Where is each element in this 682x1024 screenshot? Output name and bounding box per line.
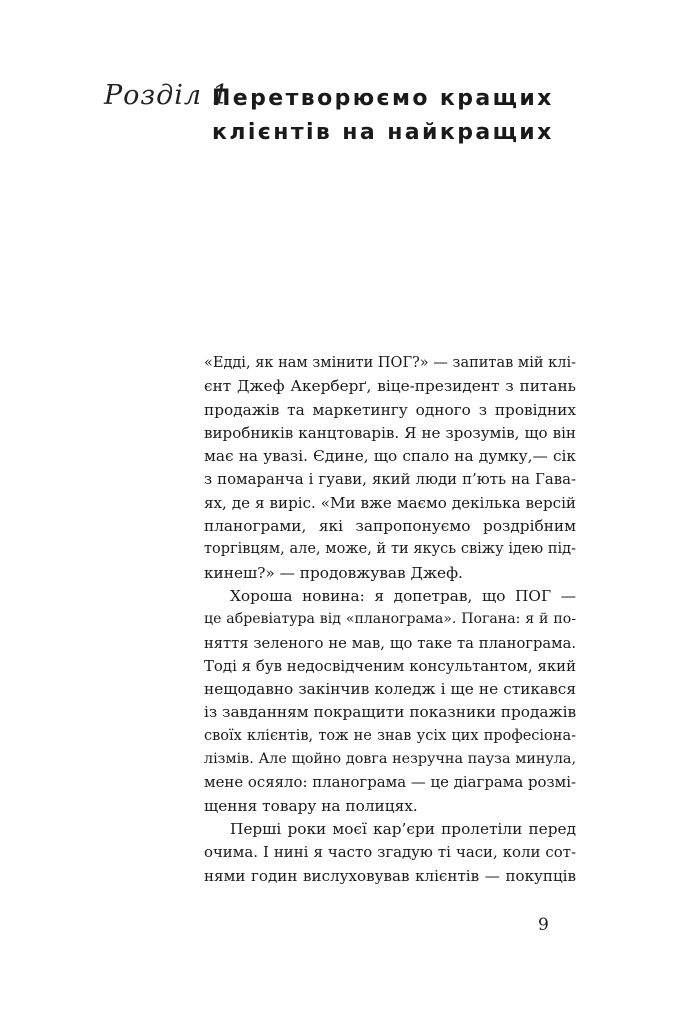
chapter-title	[212, 82, 554, 150]
text-line: єнт Джеф Акерберґ, віце-президент з питань	[204, 377, 576, 396]
body-text	[204, 352, 576, 888]
text-line: нещодавно закінчив коледж і ще не стикався	[204, 680, 576, 699]
text-line: нями годин вислуховував клієнтів — покупців	[204, 866, 576, 885]
text-line: із завданням покращити показники продажів	[204, 703, 577, 722]
text-line: з помаранча і гуави, який люди п’ють на Гава-	[204, 470, 576, 489]
paragraph	[204, 352, 576, 585]
chapter-title-line: Перетворюємо кращих	[212, 86, 554, 111]
text-line: Перші роки моєї кар’єри пролетіли перед	[230, 819, 576, 838]
text-line: ях, де я виріс. «Ми вже маємо декілька версій	[204, 493, 576, 512]
text-line: щення товару на полицях.	[204, 796, 418, 815]
paragraph	[204, 585, 576, 818]
text-line: очима. І нині я часто згадую ті часи, коли сот-	[204, 843, 576, 862]
page-number: 9	[538, 915, 549, 935]
chapter-label: Розділ 1	[104, 80, 230, 111]
text-line: своїх клієнтів, тож не знав усіх цих професіона-	[204, 727, 576, 744]
text-line: виробників канцтоварів. Я не зрозумів, що він	[204, 423, 576, 442]
text-line: Тоді я був недосвідченим консультантом, який	[204, 656, 576, 675]
text-line: продажів та маркетингу одного з провідних	[204, 400, 576, 419]
text-line: має на увазі. Єдине, що спало на думку,— сік	[204, 447, 576, 466]
chapter-title-line: клієнтів на найкращих	[212, 120, 554, 145]
text-line: Хороша новина: я допетрав, що ПОГ —	[230, 586, 576, 605]
text-line: це абревіатура від «планограма». Погана: я й по-	[204, 611, 576, 628]
text-line: торгівцям, але, може, й ти якусь свіжу ідею під-	[204, 541, 576, 558]
text-line: няття зеленого не мав, що таке та планограма.	[204, 634, 576, 652]
text-line: планограми, які запропонуємо роздрібним	[204, 517, 576, 536]
text-line: мене осяяло: планограма — це діаграма розмі-	[204, 773, 576, 792]
text-line: кинеш?» — продовжував Джеф.	[204, 563, 463, 582]
paragraph	[204, 818, 576, 888]
text-line: «Едді, як нам змінити ПОГ?» — запитав мій клі-	[204, 355, 576, 371]
text-line: лізмів. Але щойно довга незручна пауза минула,	[204, 751, 576, 768]
